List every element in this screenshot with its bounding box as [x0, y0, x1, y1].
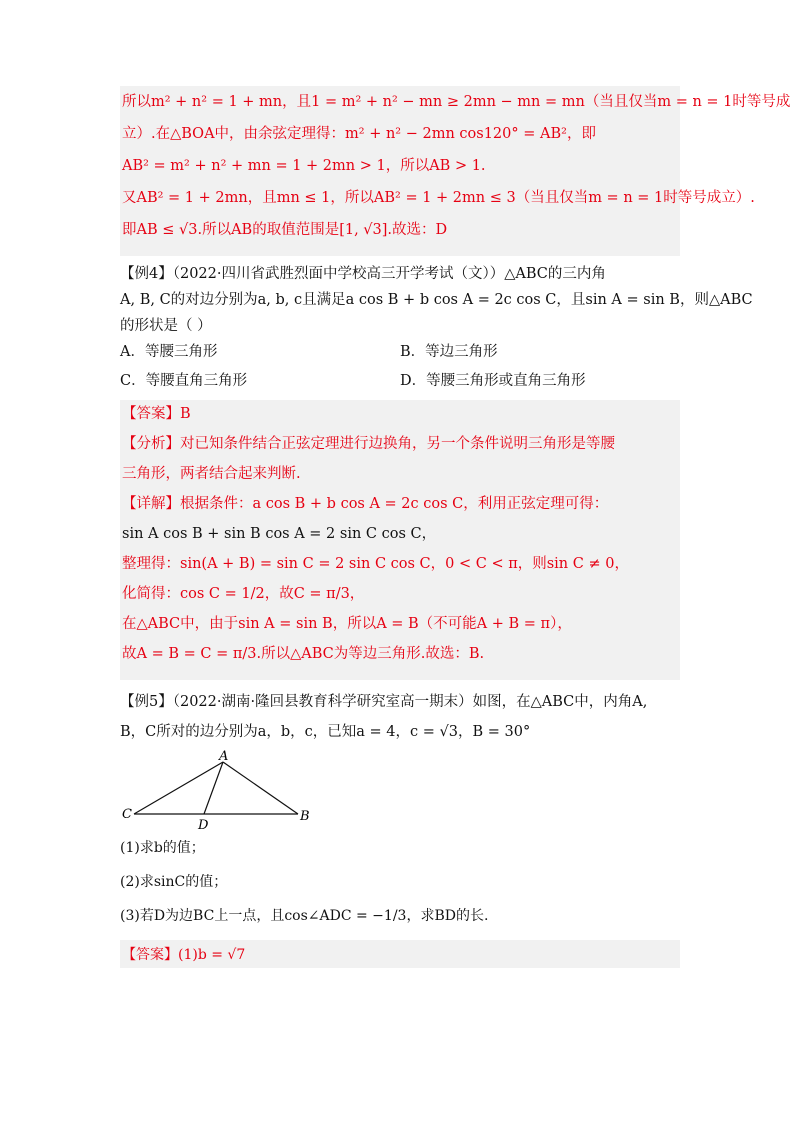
answer-block: 【答案】(1)b = √7	[120, 940, 680, 968]
question-text: 【例4】（2022·四川省武胜烈面中学校高三开学考试（文））△ABC的三内角	[120, 266, 606, 282]
answer-label: 【答案】B	[122, 406, 191, 422]
options-row	[120, 342, 680, 362]
question-text: 【例5】（2022·湖南·隆回县教育科学研究室高一期末）如图，在△ABC中，内角A,	[120, 694, 648, 710]
subquestion-1: (1)求b的值；	[120, 840, 205, 856]
option-c: C．等腰直角三角形	[120, 373, 248, 389]
option-d: D．等腰三角形或直角三角形	[400, 373, 586, 389]
example-4	[120, 264, 753, 680]
subquestion-2: (2)求sinC的值；	[120, 874, 228, 890]
page-content	[120, 86, 791, 968]
triangle-diagram	[120, 749, 320, 833]
vertex-label-a: A	[219, 749, 229, 764]
detail-line: 故A = B = C = π/3.所以△ABC为等边三角形.故选：B.	[122, 646, 485, 662]
detail-line: 整理得：sin(A + B) = sin C = 2 sin C cos C，0 < C < π，则sin C ≠ 0，	[122, 556, 629, 572]
question-text: A, B, C的对边分别为a, b, c且满足a cos B + b cos A = 2c cos C，且sin A = sin B，则△ABC	[120, 292, 753, 308]
vertex-label-c: C	[122, 807, 132, 822]
solution-line: 立）.在△BOA中，由余弦定理得：m² + n² − 2mn cos120° = AB²，即	[122, 126, 596, 142]
question-text: B，C所对的边分别为a，b，c，已知a = 4，c = √3，B = 30°	[120, 724, 531, 740]
solution-line: 又AB² = 1 + 2mn，且mn ≤ 1，所以AB² = 1 + 2mn ≤ 3（当且仅当m = n = 1时等号成立）.	[122, 190, 755, 206]
detail-line: 在△ABC中，由于sin A = sin B，所以A = B（不可能A + B = π），	[122, 616, 572, 632]
triangle-figure	[120, 749, 320, 833]
solution-line: 即AB ≤ √3.所以AB的取值范围是[1, √3].故选：D	[122, 222, 448, 238]
subquestion-3: (3)若D为边BC上一点，且cos∠ADC = −1/3，求BD的长.	[120, 908, 489, 924]
option-a: A．等腰三角形	[120, 344, 218, 360]
option-b: B．等边三角形	[400, 344, 498, 360]
solution-line: 所以m² + n² = 1 + mn，且1 = m² + n² − mn ≥ 2mn − mn = mn（当且仅当m = n = 1时等号成	[122, 94, 791, 110]
question-text: 的形状是（ ）	[120, 318, 212, 334]
analysis-line: 三角形，两者结合起来判断.	[122, 466, 301, 482]
detail-line: 化简得：cos C = 1/2，故C = π/3，	[122, 586, 365, 602]
example-5	[120, 692, 680, 968]
answer-block	[120, 400, 680, 680]
point-label-d: D	[198, 818, 209, 833]
vertex-label-b: B	[300, 809, 310, 824]
options-row	[120, 371, 680, 391]
detail-line: 【详解】根据条件：a cos B + b cos A = 2c cos C，利用正弦定理可得：	[122, 496, 609, 512]
solution-block-continued	[120, 86, 791, 256]
analysis-line: 【分析】对已知条件结合正弦定理进行边换角，另一个条件说明三角形是等腰	[122, 436, 615, 452]
solution-line: AB² = m² + n² + mn = 1 + 2mn > 1，所以AB > 1.	[122, 158, 486, 174]
detail-line: sin A cos B + sin B cos A = 2 sin C cos C，	[122, 526, 437, 542]
